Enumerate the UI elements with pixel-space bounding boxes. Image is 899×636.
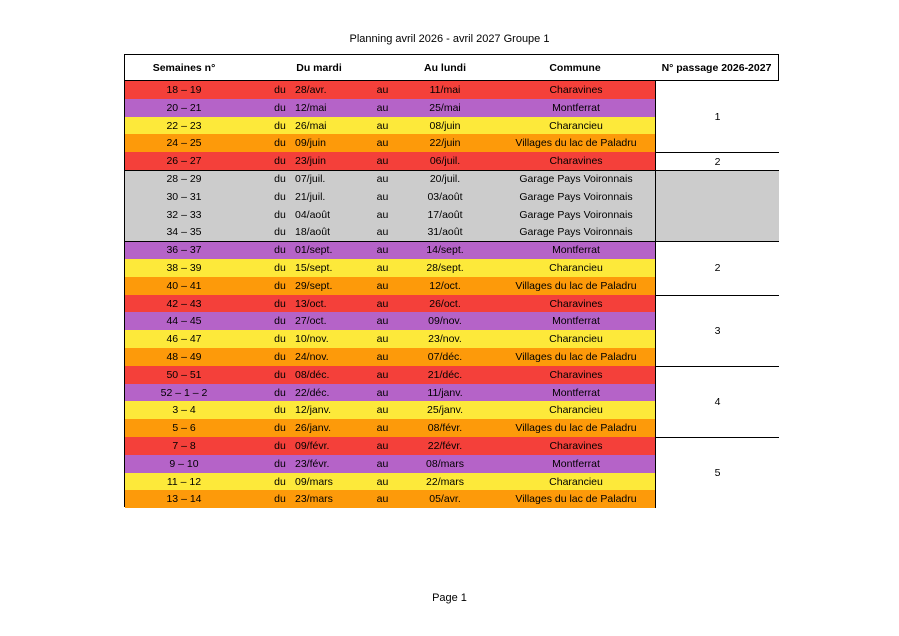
au-label: au <box>376 440 389 452</box>
du-label: du <box>274 422 286 435</box>
table-row <box>125 223 655 241</box>
commune-name: Montferrat <box>552 101 600 114</box>
table-row <box>125 277 655 295</box>
table-row <box>125 455 655 473</box>
week-range: 38 – 39 <box>166 262 202 274</box>
start-date: 09/mars <box>295 475 333 488</box>
end-date: 07/déc. <box>427 351 463 363</box>
du-label: du <box>274 351 286 363</box>
start-date: 27/oct. <box>295 315 327 328</box>
week-range: 9 – 10 <box>169 457 199 470</box>
week-range: 3 – 4 <box>172 404 196 417</box>
week-range: 36 – 37 <box>166 244 202 257</box>
end-date: 23/nov. <box>428 333 462 346</box>
page-title: Planning avril 2026 - avril 2027 Groupe 1 <box>349 33 550 45</box>
end-date: 08/juin <box>429 119 461 132</box>
du-label: du <box>274 297 286 310</box>
au-label: au <box>376 404 389 417</box>
du-label: du <box>274 155 286 168</box>
week-range: 13 – 14 <box>166 493 202 506</box>
commune-name: Charancieu <box>549 119 603 132</box>
table-row <box>125 295 655 313</box>
au-label: au <box>376 368 389 381</box>
au-label: au <box>376 351 389 363</box>
au-label: au <box>376 244 389 257</box>
week-range: 40 – 41 <box>166 279 202 292</box>
du-label: du <box>274 440 286 452</box>
end-date: 22/mars <box>426 475 464 488</box>
du-label: du <box>274 368 286 381</box>
commune-name: Garage Pays Voironnais <box>519 208 633 221</box>
start-date: 18/août <box>295 226 331 239</box>
end-date: 22/juin <box>429 137 461 150</box>
commune-name: Villages du lac de Paladru <box>515 351 637 363</box>
au-label: au <box>376 101 389 114</box>
au-label: au <box>376 333 389 346</box>
passage-cell: 5 <box>655 437 779 508</box>
week-range: 34 – 35 <box>166 226 202 239</box>
start-date: 23/mars <box>295 493 333 506</box>
end-date: 21/déc. <box>427 368 463 381</box>
end-date: 14/sept. <box>426 244 464 257</box>
au-label: au <box>376 190 389 203</box>
start-date: 01/sept. <box>295 244 333 257</box>
passage-cell: 1 <box>655 81 779 152</box>
end-date: 11/janv. <box>427 386 463 399</box>
end-date: 25/mai <box>429 101 461 114</box>
table-row <box>125 259 655 277</box>
commune-name: Charancieu <box>549 262 603 274</box>
du-label: du <box>274 493 286 506</box>
week-range: 52 – 1 – 2 <box>160 386 208 399</box>
end-date: 31/août <box>427 226 463 239</box>
end-date: 17/août <box>427 208 463 221</box>
week-range: 50 – 51 <box>166 368 202 381</box>
week-range: 18 – 19 <box>166 84 202 96</box>
week-range: 42 – 43 <box>166 297 202 310</box>
au-label: au <box>376 137 389 150</box>
au-label: au <box>376 457 389 470</box>
start-date: 12/mai <box>295 101 327 114</box>
start-date: 13/oct. <box>295 297 327 310</box>
du-label: du <box>274 262 286 274</box>
start-date: 26/janv. <box>295 422 331 435</box>
du-label: du <box>274 208 286 221</box>
table-row <box>125 419 655 437</box>
header-semaines: Semaines n° <box>125 55 243 81</box>
table-row <box>125 241 655 259</box>
end-date: 22/févr. <box>427 440 463 452</box>
commune-name: Garage Pays Voironnais <box>519 226 633 239</box>
commune-name: Charavines <box>549 155 603 168</box>
du-label: du <box>274 119 286 132</box>
passage-cell <box>655 170 779 241</box>
header-commune: Commune <box>495 55 655 81</box>
passage-cell: 2 <box>655 152 779 170</box>
table-row <box>125 490 655 508</box>
commune-name: Garage Pays Voironnais <box>519 190 633 203</box>
week-range: 26 – 27 <box>166 155 202 168</box>
commune-name: Charavines <box>549 368 603 381</box>
commune-name: Villages du lac de Paladru <box>515 279 637 292</box>
header-du-mardi: Du mardi <box>243 55 395 81</box>
passage-cell: 2 <box>655 241 779 294</box>
commune-name: Montferrat <box>552 386 600 399</box>
du-label: du <box>274 244 286 257</box>
end-date: 09/nov. <box>428 315 462 328</box>
table-row <box>125 152 655 170</box>
du-label: du <box>274 386 286 399</box>
commune-name: Charavines <box>549 297 603 310</box>
table-row <box>125 401 655 419</box>
au-label: au <box>376 173 389 185</box>
table-row <box>125 437 655 455</box>
commune-name: Villages du lac de Paladru <box>515 493 637 506</box>
week-range: 32 – 33 <box>166 208 202 221</box>
week-range: 30 – 31 <box>166 190 202 203</box>
du-label: du <box>274 404 286 417</box>
commune-name: Charancieu <box>549 404 603 417</box>
au-label: au <box>376 155 389 168</box>
du-label: du <box>274 190 286 203</box>
end-date: 08/févr. <box>427 422 463 435</box>
start-date: 09/juin <box>295 137 326 150</box>
commune-name: Villages du lac de Paladru <box>515 137 637 150</box>
week-range: 28 – 29 <box>166 173 202 185</box>
au-label: au <box>376 208 389 221</box>
page-footer: Page 1 <box>432 592 467 604</box>
du-label: du <box>274 84 286 96</box>
week-range: 7 – 8 <box>172 440 196 452</box>
end-date: 11/mai <box>429 84 461 96</box>
end-date: 08/mars <box>426 457 464 470</box>
week-range: 46 – 47 <box>166 333 202 346</box>
planning-table <box>124 54 779 507</box>
au-label: au <box>376 315 389 328</box>
start-date: 23/juin <box>295 155 326 168</box>
passage-cell: 4 <box>655 366 779 437</box>
du-label: du <box>274 315 286 328</box>
table-row <box>125 384 655 402</box>
week-range: 22 – 23 <box>166 119 202 132</box>
au-label: au <box>376 119 389 132</box>
au-label: au <box>376 279 389 292</box>
du-label: du <box>274 457 286 470</box>
start-date: 04/août <box>295 208 331 221</box>
au-label: au <box>376 297 389 310</box>
start-date: 29/sept. <box>295 279 333 292</box>
commune-name: Charavines <box>549 440 603 452</box>
header-au-lundi: Au lundi <box>395 55 495 81</box>
au-label: au <box>376 475 389 488</box>
du-label: du <box>274 101 286 114</box>
end-date: 06/juil. <box>429 155 461 168</box>
commune-name: Charancieu <box>549 333 603 346</box>
table-row <box>125 330 655 348</box>
table-row <box>125 117 655 135</box>
start-date: 28/avr. <box>295 84 327 96</box>
start-date: 23/févr. <box>295 457 330 470</box>
table-row <box>125 348 655 366</box>
table-row <box>125 206 655 224</box>
table-row <box>125 473 655 491</box>
table-row <box>125 134 655 152</box>
du-label: du <box>274 279 286 292</box>
week-range: 5 – 6 <box>172 422 196 435</box>
commune-name: Montferrat <box>552 244 600 257</box>
week-range: 24 – 25 <box>166 137 202 150</box>
end-date: 26/oct. <box>429 297 461 310</box>
commune-name: Villages du lac de Paladru <box>515 422 637 435</box>
au-label: au <box>376 84 389 96</box>
start-date: 15/sept. <box>295 262 333 274</box>
start-date: 22/déc. <box>295 386 330 399</box>
start-date: 21/juil. <box>295 190 326 203</box>
du-label: du <box>274 226 286 239</box>
start-date: 07/juil. <box>295 173 326 185</box>
table-row <box>125 81 655 99</box>
commune-name: Montferrat <box>552 315 600 328</box>
week-range: 44 – 45 <box>166 315 202 328</box>
start-date: 24/nov. <box>295 351 329 363</box>
end-date: 25/janv. <box>427 404 463 417</box>
start-date: 09/févr. <box>295 440 330 452</box>
commune-name: Montferrat <box>552 457 600 470</box>
du-label: du <box>274 475 286 488</box>
au-label: au <box>376 262 389 274</box>
commune-name: Charancieu <box>549 475 603 488</box>
passage-cell: 3 <box>655 295 779 366</box>
au-label: au <box>376 493 389 506</box>
table-row <box>125 170 655 188</box>
du-label: du <box>274 333 286 346</box>
week-range: 48 – 49 <box>166 351 202 363</box>
table-row <box>125 188 655 206</box>
table-row <box>125 366 655 384</box>
au-label: au <box>376 422 389 435</box>
end-date: 03/août <box>427 190 463 203</box>
du-label: du <box>274 173 286 185</box>
week-range: 20 – 21 <box>166 101 202 114</box>
table-row <box>125 312 655 330</box>
end-date: 12/oct. <box>429 279 461 292</box>
start-date: 10/nov. <box>295 333 329 346</box>
table-row <box>125 99 655 117</box>
du-label: du <box>274 137 286 150</box>
start-date: 12/janv. <box>295 404 331 417</box>
commune-name: Charavines <box>549 84 603 96</box>
au-label: au <box>376 226 389 239</box>
week-range: 11 – 12 <box>166 475 202 488</box>
commune-name: Garage Pays Voironnais <box>519 173 633 185</box>
header-passage: N° passage 2026-2027 <box>655 55 778 81</box>
au-label: au <box>376 386 389 399</box>
end-date: 20/juil. <box>429 173 461 185</box>
end-date: 05/avr. <box>429 493 461 506</box>
start-date: 08/déc. <box>295 368 330 381</box>
end-date: 28/sept. <box>426 262 464 274</box>
start-date: 26/mai <box>295 119 327 132</box>
